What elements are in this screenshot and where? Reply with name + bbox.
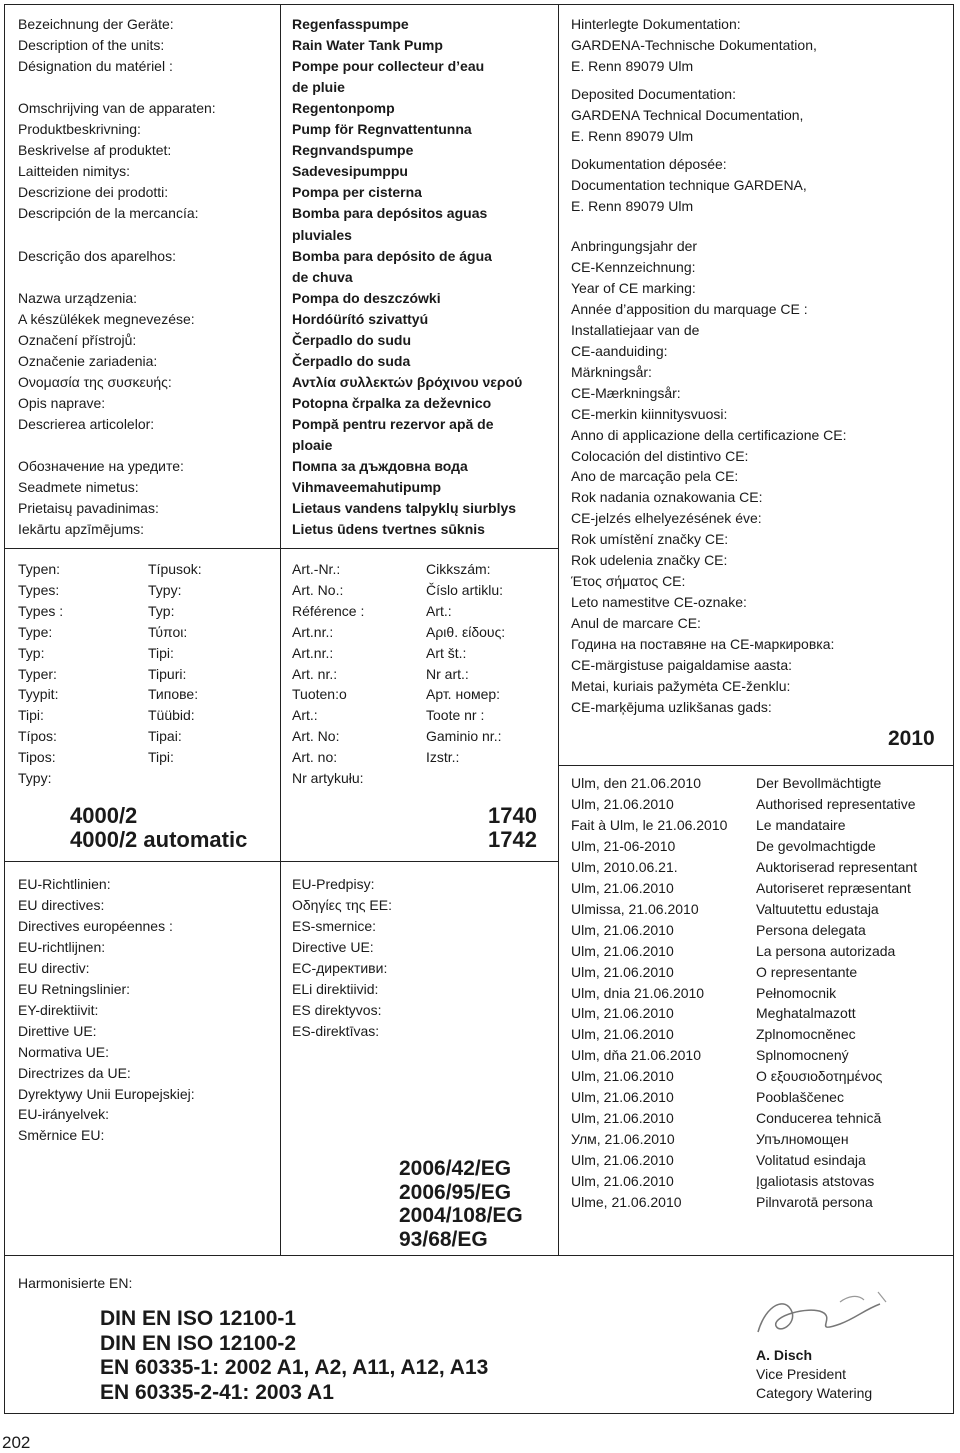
type-label-alt: Tipi:: [148, 644, 174, 661]
article-label-alt: Gaminio nr.:: [426, 728, 502, 745]
description-value-continued: de chuva: [292, 268, 353, 285]
description-label: Beskrivelse af produktet:: [18, 142, 172, 159]
article-label: Art. nr.:: [292, 665, 338, 682]
harmonised-standard: DIN EN ISO 12100-1: [100, 1307, 297, 1330]
signature-date: Ulm, 21.06.2010: [571, 879, 674, 896]
article-label-alt: Toote nr :: [426, 707, 485, 724]
signature-date: Ulmissa, 21.06.2010: [571, 900, 699, 917]
representative-role: Ο εξουσιοδοτημένος: [756, 1068, 883, 1085]
directive-label: EU directives:: [18, 896, 105, 913]
type-label-alt: Típusok:: [148, 561, 202, 577]
description-label: Descrierea articolelor:: [18, 415, 155, 432]
description-label: Обозначение на уредите:: [18, 458, 184, 475]
column-divider-left: [280, 4, 281, 1255]
description-value: Bomba para depósitos aguas: [292, 205, 488, 222]
directive-label: EU directiv:: [18, 959, 90, 976]
description-label: Description of the units:: [18, 37, 165, 54]
type-label-alt: Tüübid:: [148, 707, 195, 724]
article-label-alt: Cikkszám:: [426, 561, 491, 577]
directive-label: EU-Richtlinien:: [18, 876, 111, 892]
type-label: Types :: [18, 602, 64, 619]
signature-date: Ulm, den 21.06.2010: [571, 775, 701, 791]
description-label: Seadmete nimetus:: [18, 479, 139, 496]
description-value: Pompa do deszczówki: [292, 289, 441, 306]
documentation-line: E. Renn 89079 Ulm: [571, 58, 694, 74]
documentation-line: E. Renn 89079 Ulm: [571, 198, 694, 214]
representative-role: Meghatalmazott: [756, 1005, 856, 1022]
row-divider-ce: [558, 765, 954, 766]
documentation-line: Dokumentation déposée:: [571, 156, 727, 172]
signature-date: Ulm, 21.06.2010: [571, 1110, 674, 1127]
article-label: Art. No.:: [292, 581, 344, 598]
ce-label: Installatiejaar van de: [571, 321, 700, 338]
ce-label: Anno di applicazione della certificazione CE:: [571, 426, 847, 443]
description-value: Pompă pentru rezervor apă de: [292, 415, 494, 432]
article-label: Art.nr.:: [292, 644, 334, 661]
description-label: Omschrijving van de apparaten:: [18, 100, 216, 117]
ce-label: CE-Kennzeichnung:: [571, 258, 696, 275]
representative-role: Persona delegata: [756, 921, 866, 938]
harmonised-standard: EN 60335-2-41: 2003 A1: [100, 1380, 334, 1404]
description-label: Nazwa urządzenia:: [18, 289, 138, 306]
directive-label: Dyrektywy Unii Europejskiej:: [18, 1085, 195, 1102]
representative-role: Įgaliotasis atstovas: [756, 1173, 875, 1190]
directive-label: EU-richtlijnen:: [18, 938, 106, 955]
type-label-alt: Tipai:: [148, 728, 182, 745]
ce-label: Rok udelenia značky CE:: [571, 552, 728, 569]
signature-date: Ulm, dňa 21.06.2010: [571, 1047, 701, 1064]
representative-role: Autoriseret repræsentant: [756, 879, 911, 896]
description-value: Rain Water Tank Pump: [292, 37, 443, 54]
directive-label-alt: Directive UE:: [292, 938, 374, 955]
representative-role: Der Bevollmächtigte: [756, 775, 882, 791]
representative-role: De gevolmachtigde: [756, 837, 876, 854]
ce-label: CE-merkin kiinnitysvuosi:: [571, 405, 728, 422]
article-number: 1742: [488, 827, 537, 852]
type-label: Typ:: [18, 644, 45, 661]
ce-label: Anbringungsjahr der: [571, 238, 698, 254]
directive-code: 2004/108/EG: [399, 1204, 523, 1227]
description-label: Prietaisų pavadinimas:: [18, 500, 159, 517]
row-divider-harmonised: [4, 1255, 954, 1256]
article-label: Art. No:: [292, 728, 340, 745]
signature-date: Ulm, 21.06.2010: [571, 963, 674, 980]
signature-date: Ulm, 21.06.2010: [571, 1068, 674, 1085]
ce-label: CE-jelzés elhelyezésének éve:: [571, 510, 762, 527]
directive-label: Directives européennes :: [18, 917, 173, 934]
representative-role: Splnomocnený: [756, 1047, 849, 1064]
description-label: Označenie zariadenia:: [18, 352, 158, 369]
type-label-alt: Типове:: [148, 686, 199, 703]
signature-date: Ulm, 21.06.2010: [571, 942, 674, 959]
article-label-alt: Nr art.:: [426, 665, 469, 682]
representative-role: Volitatud esindaja: [756, 1152, 866, 1169]
description-value: Lietaus vandens talpyklų siurblys: [292, 500, 517, 517]
type-label-alt: Τύποι:: [148, 623, 188, 640]
description-value: Помпа за дъждовна вода: [292, 458, 468, 475]
ce-label: CE-märgistuse paigaldamise aasta:: [571, 657, 792, 673]
ce-label: Metai, kuriais pažymėta CE-ženklu:: [571, 677, 791, 694]
description-value: Αντλία συλλεκτών βρόχινου νερού: [292, 373, 523, 390]
description-label: Opis naprave:: [18, 394, 106, 411]
ce-label: Märkningsår:: [571, 363, 652, 380]
directive-label-alt: ES direktyvos:: [292, 1001, 382, 1018]
representative-role: Pilnvarotā persona: [756, 1194, 873, 1210]
signature-image: [752, 1282, 902, 1344]
type-label: Typen:: [18, 561, 61, 577]
description-value-continued: de pluie: [292, 79, 345, 96]
directive-label: Normativa UE:: [18, 1043, 110, 1060]
type-label: Typy:: [18, 770, 52, 786]
ce-year: 2010: [888, 727, 935, 750]
type-label: Tipos:: [18, 749, 56, 766]
ce-label: Année d’apposition du marquage CE :: [571, 300, 808, 317]
description-label: Désignation du matériel :: [18, 58, 173, 75]
description-value: Čerpadlo do sudu: [292, 331, 411, 348]
description-value: Potopna črpalka za deževnico: [292, 394, 492, 411]
ce-label: Leto namestitve CE-oznake:: [571, 594, 747, 611]
description-value: Čerpadlo do suda: [292, 352, 411, 369]
type-label-alt: Typ:: [148, 602, 175, 619]
directive-label: EY-direktiivit:: [18, 1001, 99, 1018]
article-label-alt: Арт. номер:: [426, 686, 501, 703]
article-label-alt: Αριθ. είδους:: [426, 623, 506, 640]
signature-date: Fait à Ulm, le 21.06.2010: [571, 816, 728, 833]
article-label: Art. no:: [292, 749, 338, 766]
description-label: A készülékek megnevezése:: [18, 310, 195, 327]
ce-label: CE-Mærkningsår:: [571, 384, 681, 401]
signature-date: Ulm, 21.06.2010: [571, 921, 674, 938]
ce-label: Year of CE marking:: [571, 279, 696, 296]
directive-label: EU-irányelvek:: [18, 1106, 110, 1123]
description-value: Pump för Regnvattentunna: [292, 121, 472, 138]
article-label: Référence :: [292, 602, 365, 619]
description-value: Hordóürító szivattyú: [292, 310, 429, 327]
type-label: Tyypit:: [18, 686, 59, 703]
ce-label: Rok umístění značky CE:: [571, 531, 729, 548]
directive-label-alt: ES-direktīvas:: [292, 1022, 380, 1039]
description-label: Produktbeskrivning:: [18, 121, 141, 138]
representative-role: Pełnomocnik: [756, 984, 837, 1001]
signature-date: Ulm, dnia 21.06.2010: [571, 984, 705, 1001]
representative-role: Zplnomocněnec: [756, 1026, 856, 1043]
description-value: Sadevesipumppu: [292, 163, 408, 180]
representative-role: Pooblaščenec: [756, 1089, 844, 1106]
description-label: Iekārtu apzīmējums:: [18, 521, 145, 538]
article-label: Tuoten:o: [292, 686, 347, 703]
description-value: Vihmaveemahutipump: [292, 479, 442, 496]
description-value: Regentonpomp: [292, 100, 395, 117]
documentation-line: GARDENA-Technische Dokumentation,: [571, 37, 817, 53]
type-label: Types:: [18, 581, 60, 598]
signature-date: Ulm, 21.06.2010: [571, 1089, 674, 1106]
directive-code: 2006/42/EG: [399, 1157, 512, 1180]
directive-label-alt: ELi direktiivid:: [292, 980, 379, 997]
directive-label: Directrizes da UE:: [18, 1064, 131, 1081]
description-value-continued: ploaie: [292, 437, 333, 453]
article-label-alt: Číslo artiklu:: [426, 581, 504, 598]
signature-date: Ulm, 21.06.2010: [571, 1152, 674, 1169]
type-label: Typer:: [18, 665, 57, 682]
signer-title: Vice President: [756, 1366, 847, 1382]
documentation-line: Documentation technique GARDENA,: [571, 177, 807, 193]
harmonised-standard: DIN EN ISO 12100-2: [100, 1331, 297, 1355]
signature-date: Ulm, 21.06.2010: [571, 1005, 674, 1022]
signer-department: Category Watering: [756, 1385, 873, 1401]
signature-date: Ulm, 21.06.2010: [571, 795, 674, 812]
model-name: 4000/2: [70, 803, 138, 828]
ce-label: Έτος σήματος CE:: [571, 573, 686, 590]
documentation-line: GARDENA Technical Documentation,: [571, 107, 804, 123]
signer-name: A. Disch: [756, 1347, 813, 1363]
representative-role: Conducerea tehnică: [756, 1110, 882, 1127]
type-label: Tipi:: [18, 707, 44, 724]
row-divider-types: [4, 861, 558, 862]
article-label: Nr artykułu:: [292, 770, 364, 786]
description-label: Označení přístrojů:: [18, 331, 137, 348]
article-label: Art.-Nr.:: [292, 561, 341, 577]
type-label: Type:: [18, 623, 53, 640]
representative-role: Le mandataire: [756, 816, 846, 833]
representative-role: La persona autorizada: [756, 942, 896, 959]
harmonised-label: Harmonisierte EN:: [18, 1275, 133, 1291]
directive-label-alt: ЕС-директиви:: [292, 959, 388, 976]
article-label: Art.nr.:: [292, 623, 334, 640]
description-label: Descripción de la mercancía:: [18, 205, 199, 222]
directive-label-alt: EU-Predpisy:: [292, 876, 375, 892]
representative-role: Auktoriserad representant: [756, 858, 918, 875]
row-divider-descriptions: [4, 548, 558, 549]
representative-role: Valtuutettu edustaja: [756, 900, 879, 917]
description-value-continued: pluviales: [292, 226, 352, 243]
directive-label-alt: Οδηγίες της ΕΕ:: [292, 896, 392, 913]
directive-code: 93/68/EG: [399, 1227, 488, 1251]
page-number: 202: [2, 1433, 31, 1452]
signature-date: Ulm, 21-06-2010: [571, 837, 676, 854]
article-number: 1740: [488, 803, 537, 828]
signature-date: Улм, 21.06.2010: [571, 1131, 675, 1148]
type-label-alt: Tipi:: [148, 749, 174, 766]
description-value: Pompa per cisterna: [292, 184, 422, 201]
ce-label: CE-marķējuma uzlikšanas gads:: [571, 698, 772, 715]
description-value: Regnvandspumpe: [292, 142, 414, 159]
directive-label: EU Retningslinier:: [18, 980, 131, 997]
representative-role: O representante: [756, 963, 858, 980]
article-label: Art.:: [292, 707, 318, 724]
description-value: Pompe pour collecteur d’eau: [292, 58, 485, 75]
signature-date: Ulm, 21.06.2010: [571, 1173, 674, 1190]
ce-label: Colocación del distintivo CE:: [571, 447, 749, 464]
type-label: Típos:: [18, 728, 57, 745]
article-label-alt: Art št.:: [426, 644, 467, 661]
description-value: Regenfasspumpe: [292, 16, 409, 32]
article-label-alt: Art.:: [426, 602, 452, 619]
signature-date: Ulm, 21.06.2010: [571, 1026, 674, 1043]
description-label: Laitteiden nimitys:: [18, 163, 131, 180]
description-label: Descrição dos aparelhos:: [18, 247, 176, 264]
description-label: Descrizione dei prodotti:: [18, 184, 169, 201]
column-divider-right: [558, 4, 559, 1255]
directive-code: 2006/95/EG: [399, 1180, 512, 1204]
directive-label-alt: ES-smernice:: [292, 917, 377, 934]
documentation-line: Deposited Documentation:: [571, 86, 736, 102]
ce-label: Anul de marcare CE:: [571, 615, 701, 632]
documentation-line: Hinterlegte Dokumentation:: [571, 16, 741, 32]
representative-role: Упълномощен: [756, 1131, 849, 1148]
directive-label: Direttive UE:: [18, 1022, 97, 1039]
harmonised-standard: EN 60335-1: 2002 A1, A2, A11, A12, A13: [100, 1356, 489, 1379]
ce-label: Rok nadania oznakowania CE:: [571, 489, 763, 506]
description-value: Lietus ūdens tvertnes sūknis: [292, 521, 485, 538]
documentation-line: E. Renn 89079 Ulm: [571, 128, 694, 144]
ce-label: Ano de marcação pela CE:: [571, 468, 739, 485]
representative-role: Authorised representative: [756, 795, 916, 812]
ce-label: Година на поставяне на CE-маркировка:: [571, 636, 835, 653]
directive-label: Směrnice EU:: [18, 1127, 105, 1144]
ce-label: CE-aanduiding:: [571, 342, 668, 359]
description-value: Bomba para depósito de água: [292, 247, 492, 264]
signature-date: Ulme, 21.06.2010: [571, 1194, 682, 1210]
description-label: Ονομασία της συσκευής:: [18, 373, 172, 390]
model-name: 4000/2 automatic: [70, 827, 248, 852]
description-label: Bezeichnung der Geräte:: [18, 16, 174, 32]
signature-date: Ulm, 2010.06.21.: [571, 858, 678, 875]
article-label-alt: Izstr.:: [426, 749, 460, 766]
type-label-alt: Tipuri:: [148, 665, 187, 682]
type-label-alt: Typy:: [148, 581, 182, 598]
